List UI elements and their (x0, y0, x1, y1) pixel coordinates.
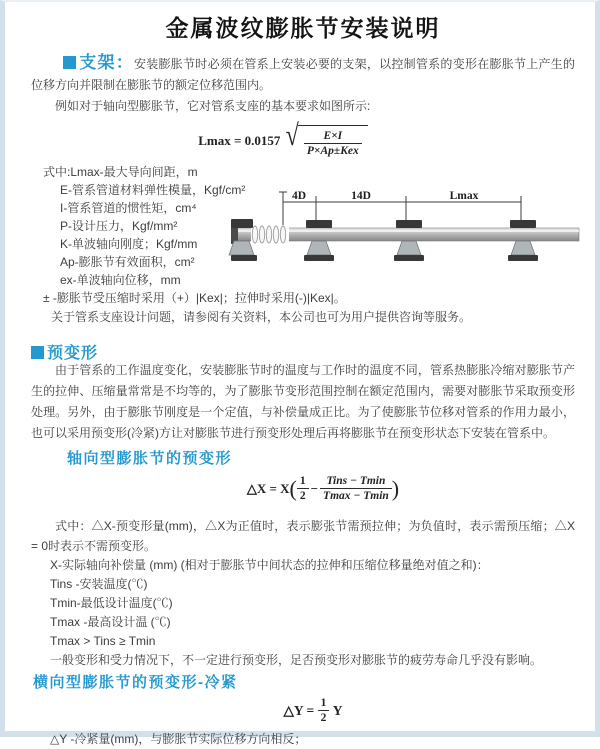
half-fraction (318, 696, 330, 726)
predeform-heading-label: 预变形 (47, 345, 99, 362)
minus-operator: − (310, 480, 319, 496)
lateral-predeform-heading: 横向型膨胀节的预变形-冷紧 (33, 674, 238, 691)
support-intro-text: 安装膨胀节时必须在管系上安装必要的支架，以控制管系的变形在膨胀节上产生的位移方向并限制在膨胀节的额定位移范围内。 (31, 57, 575, 92)
radical-body (298, 125, 368, 159)
close-paren: ) (391, 475, 400, 501)
dim-label-14d: 14D (351, 190, 371, 202)
formula-dy-rhs: Y (332, 702, 343, 718)
definition-line: 式中:Lmax-最大导向间距，m (43, 165, 198, 179)
predeform-paragraph: 由于管系的工作温度变化，安装膨胀节时的温度与工作时的温度不同，管系热膨胀冷缩对膨胀节产生的拉伸、压缩量常常是不均等的，为了膨胀节变形范围控制在额定范围内，需要对膨胀节采取预变形处理。另外，由于膨胀节刚度是一个定值，与补偿量成正比。为了使膨胀节位移对管系的作用力最小，也可以采用预变形(冷紧)方让对膨胀节进行预变形处理后再将膨胀节在预变形状态下安装在管系中。 (31, 363, 575, 440)
radical-expression (284, 119, 367, 159)
section-marker-icon (31, 346, 44, 359)
formula-dy-lhs: △Y = (283, 702, 315, 718)
fraction-denominator: P×Ap±Kex (306, 145, 359, 158)
dim-label-lmax: Lmax (449, 190, 479, 202)
symbol-definitions (31, 163, 575, 307)
dim-label-4d: 4D (291, 190, 307, 202)
fraction-denominator: 2 (320, 712, 327, 725)
fraction-numerator: 1 (318, 696, 330, 711)
fraction-denominator: Tmax − Tmin (323, 490, 389, 503)
definition-line: P-设计压力，Kgf/mm² (60, 219, 178, 233)
formula-dx-lhs: △X = X (246, 480, 290, 496)
formula-lmax-fraction (304, 129, 362, 159)
support-consult-line: 关于管系支座设计问题，请参阅有关资料，本公司也可为用户提供咨询等服务。 (51, 310, 472, 324)
support-intro-paragraph (31, 52, 575, 96)
formula-lmax (31, 119, 535, 161)
axial-note: Tmax -最高设计温 (℃) (50, 615, 171, 629)
temperature-fraction (320, 474, 392, 504)
support-heading-label: 支架： (79, 53, 135, 72)
definition-line: I-管系管道的惯性矩，cm⁴ (60, 201, 197, 215)
predeform-section-heading (31, 340, 575, 360)
fraction-numerator: 1 (297, 474, 309, 489)
section-predeform (31, 340, 575, 749)
lateral-note: △Y -冷紧量(mm)，与膨胀节实际位移方向相反； (50, 732, 307, 746)
axial-note: X-实际轴向补偿量 (mm) (相对于膨胀节中间状态的拉伸和压缩位移量绝对值之和)： (50, 558, 489, 572)
definition-line: Ap-膨胀节有效面积，cm² (60, 255, 195, 269)
axial-note: 式中：△X-预变形量(mm)，△X为正值时，表示膨张节需预拉伸；为负值时，表示需预压缩；△X = 0时表示不需预变形。 (31, 519, 575, 553)
axial-note: Tmin-最低设计温度(℃) (50, 596, 173, 610)
fraction-numerator: E×I (304, 129, 362, 144)
pipe-support-spacing-diagram (231, 189, 581, 283)
bellows-icon (251, 225, 289, 244)
formula-lateral-predeform (51, 696, 575, 728)
definition-line: E-管系管道材料弹性模量，Kgf/cm² (60, 183, 246, 197)
open-paren: ( (289, 475, 297, 501)
definition-line: K-单波轴向刚度；Kgf/mm (60, 237, 198, 251)
page-title: 金属波纹膨胀节安装说明 (165, 15, 441, 41)
definition-line: ex-单波轴向位移，mm (60, 273, 181, 287)
axial-note: 一般变形和受力情况下，不一定进行预变形，足否预变形对膨胀节的疲劳寿命几乎没有影响。 (50, 653, 543, 667)
formula-axial-predeform (71, 474, 575, 514)
fraction-numerator: Tins − Tmin (320, 474, 392, 489)
axial-predeform-heading: 轴向型膨胀节的预变形 (67, 450, 233, 467)
support-example-line: 例如对于轴向型膨胀节，它对管系支座的基本要求如图所示: (55, 99, 371, 113)
radical-sign: √ (286, 119, 300, 152)
axial-note: Tmax > Tins ≥ Tmin (50, 634, 156, 648)
support-section-heading (63, 53, 134, 72)
definition-line: ± -膨胀节受压缩时采用（+）|Kex|；拉伸时采用(-)|Kex|。 (43, 291, 346, 305)
fraction-denominator: 2 (299, 490, 306, 503)
formula-lmax-lhs: Lmax = 0.0157 (198, 132, 281, 148)
section-support (31, 52, 575, 328)
axial-note: Tins -安装温度(℃) (50, 577, 148, 591)
section-marker-icon (63, 56, 76, 69)
document-content (5, 2, 595, 749)
half-fraction (297, 474, 309, 504)
